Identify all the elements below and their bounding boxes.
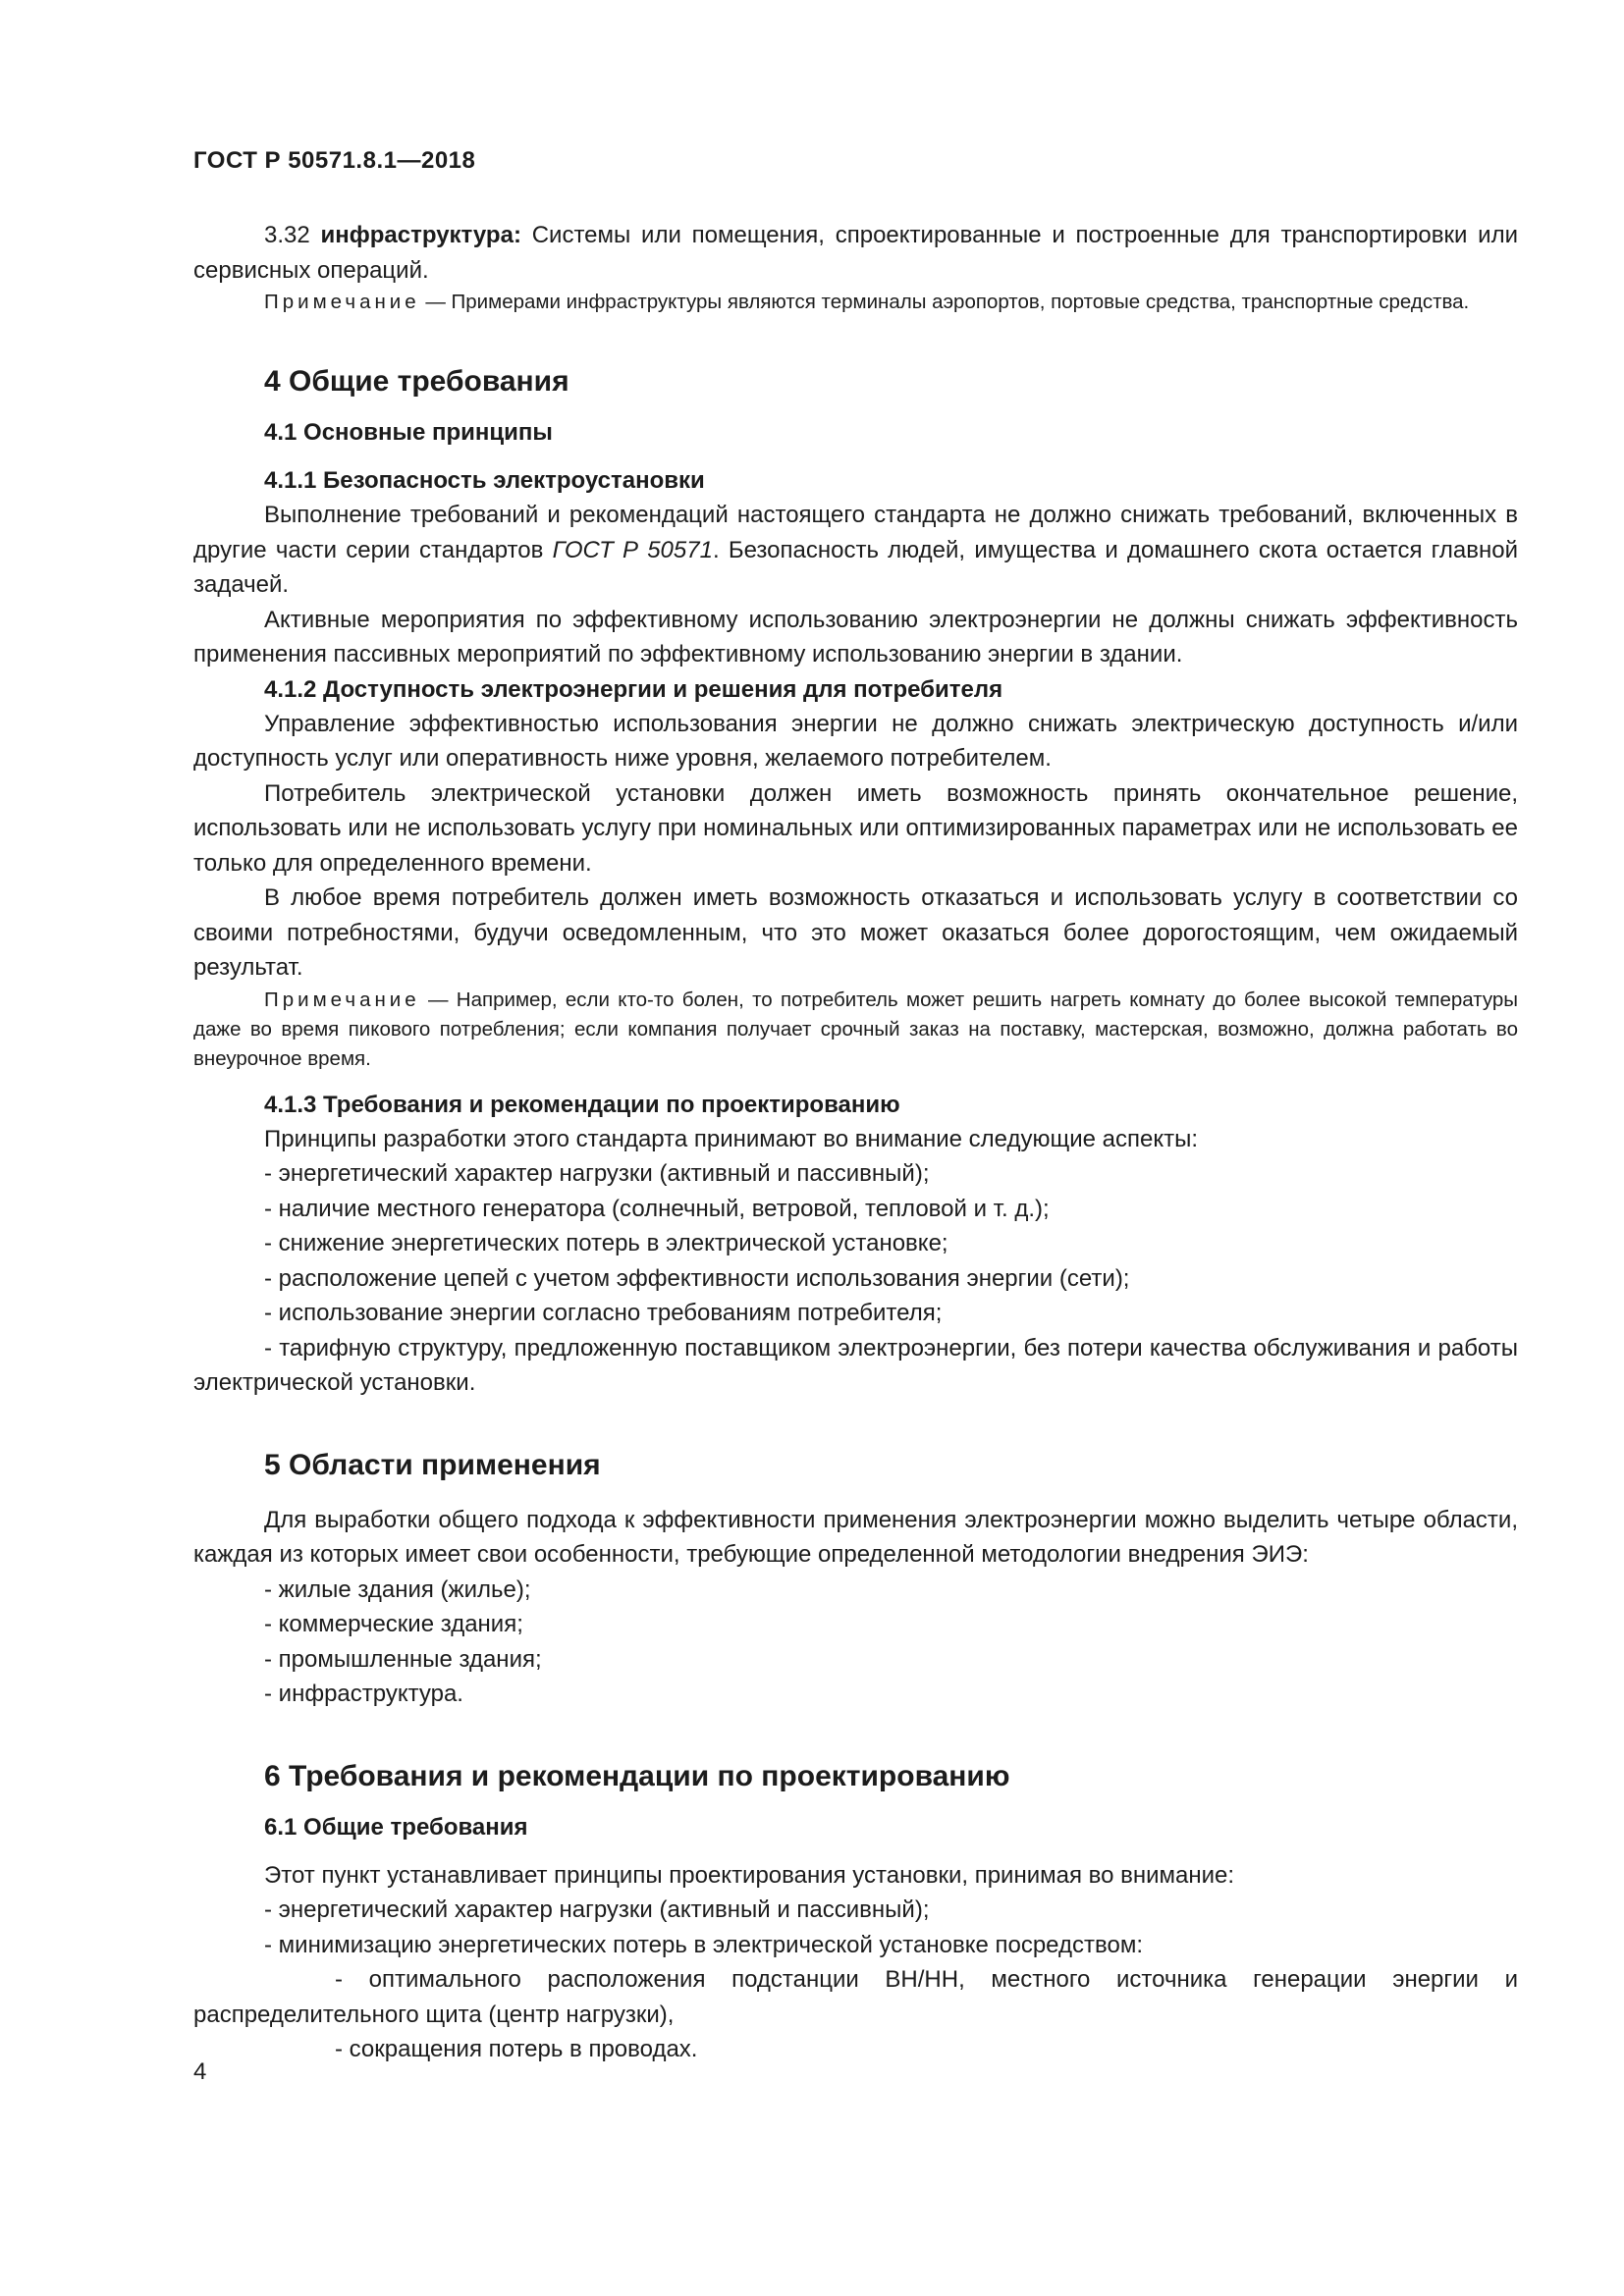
text-run: . Безопасность людей, имущества и домашнего скота остается главной задачей. (193, 536, 1519, 598)
paragraph: Для выработки общего подхода к эффективности применения электроэнергии можно выделить четыре области, каждая из которых имеет свои особенности, требующие определенной методологии внедрения ЭИЭ: (193, 1506, 1518, 1568)
section-6-title: 6 Требования и рекомендации по проектированию (264, 1759, 1010, 1792)
list-item: - наличие местного генератора (солнечный, ветровой, тепловой и т. д.); (264, 1195, 1050, 1222)
note-text: — Примерами инфраструктуры являются терминалы аэропортов, портовые средства, транспортные средства. (419, 291, 1470, 313)
list-item: - жилые здания (жилье); (264, 1575, 531, 1603)
list-item: - энергетический характер нагрузки (активный и пассивный); (264, 1896, 930, 1923)
standard-reference: ГОСТ Р 50571 (552, 536, 713, 563)
paragraph: Управление эффективностью использования энергии не должно снижать электрическую доступность и/или доступность услуг или оперативность ниже уровня, желаемого потребителем. (193, 710, 1518, 772)
definition-text: Системы или помещения, спроектированные и построенные для транспортировки или сервисных операций. (193, 222, 1518, 284)
section-4-1-2-title: 4.1.2 Доступность электроэнергии и решения для потребителя (264, 675, 1003, 703)
list-item: - энергетический характер нагрузки (активный и пассивный); (264, 1160, 930, 1187)
definition-3-32 (193, 218, 1518, 288)
paragraph: Принципы разработки этого стандарта принимают во внимание следующие аспекты: (264, 1125, 1199, 1152)
running-header: ГОСТ Р 50571.8.1—2018 (193, 147, 476, 174)
section-6-1-title: 6.1 Общие требования (264, 1813, 528, 1841)
note-label: Примечание (264, 291, 420, 313)
list-item: - использование энергии согласно требованиям потребителя; (264, 1300, 943, 1326)
note-3-32 (193, 288, 1518, 317)
list-item: - тарифную структуру, предложенную поставщиком электроэнергии, без потери качества обслуживания и работы электрической установки. (193, 1334, 1518, 1396)
text-run: Выполнение требований и рекомендаций настоящего стандарта не должно снижать требований, включенных в другие части серии стандартов (193, 502, 1518, 563)
section-5-title: 5 Области применения (264, 1448, 601, 1481)
paragraph: Активные мероприятия по эффективному использованию электроэнергии не должны снижать эффективность применения пассивных мероприятий по эффективному использованию энергии в здании. (193, 606, 1518, 667)
definition-term: инфраструктура: (320, 222, 521, 248)
page-number: 4 (193, 2058, 207, 2085)
section-4-1-1-title: 4.1.1 Безопасность электроустановки (264, 467, 705, 494)
section-4-1-3-title: 4.1.3 Требования и рекомендации по проектированию (264, 1091, 900, 1118)
sub-list-item: - оптимального расположения подстанции ВН/НН, местного источника генерации энергии и распределительного щита (центр нагрузки), (193, 1966, 1518, 2028)
sub-list-item: - сокращения потерь в проводах. (335, 2036, 698, 2062)
list-item: - коммерческие здания; (264, 1611, 523, 1637)
list-item: - расположение цепей с учетом эффективности использования энергии (сети); (264, 1264, 1130, 1292)
paragraph: Этот пункт устанавливает принципы проектирования установки, принимая во внимание: (264, 1861, 1235, 1889)
list-item: - промышленные здания; (264, 1645, 542, 1673)
definition-number: 3.32 (264, 222, 321, 248)
note-label: Примечание (264, 988, 420, 1011)
paragraph: Потребитель электрической установки должен иметь возможность принять окончательное решение, использовать или не использовать услугу при номинальных или оптимизированных параметрах или не использовать ее только для определенного времени. (193, 779, 1518, 877)
note-4-1-2 (193, 986, 1518, 1074)
section-4-title: 4 Общие требования (264, 365, 569, 398)
paragraph (193, 498, 1518, 603)
section-4-1-title: 4.1 Основные принципы (264, 419, 553, 446)
page-content (193, 218, 1518, 2067)
list-item: - снижение энергетических потерь в электрической установке; (264, 1230, 948, 1256)
paragraph: В любое время потребитель должен иметь возможность отказаться и использовать услугу в соответствии со своими потребностями, будучи осведомленным, что это может оказаться более дорогостоящим, чем ожидаемый результат. (193, 884, 1518, 981)
list-item: - инфраструктура. (264, 1681, 463, 1707)
list-item: - минимизацию энергетических потерь в электрической установке посредством: (264, 1931, 1143, 1958)
note-text: — Например, если кто-то болен, то потребитель может решить нагреть комнату до более высокой температуры даже во время пикового потребления; если компания получает срочный заказ на поставку, мастерская, возможно, должна работать во внеурочное время. (193, 988, 1518, 1070)
